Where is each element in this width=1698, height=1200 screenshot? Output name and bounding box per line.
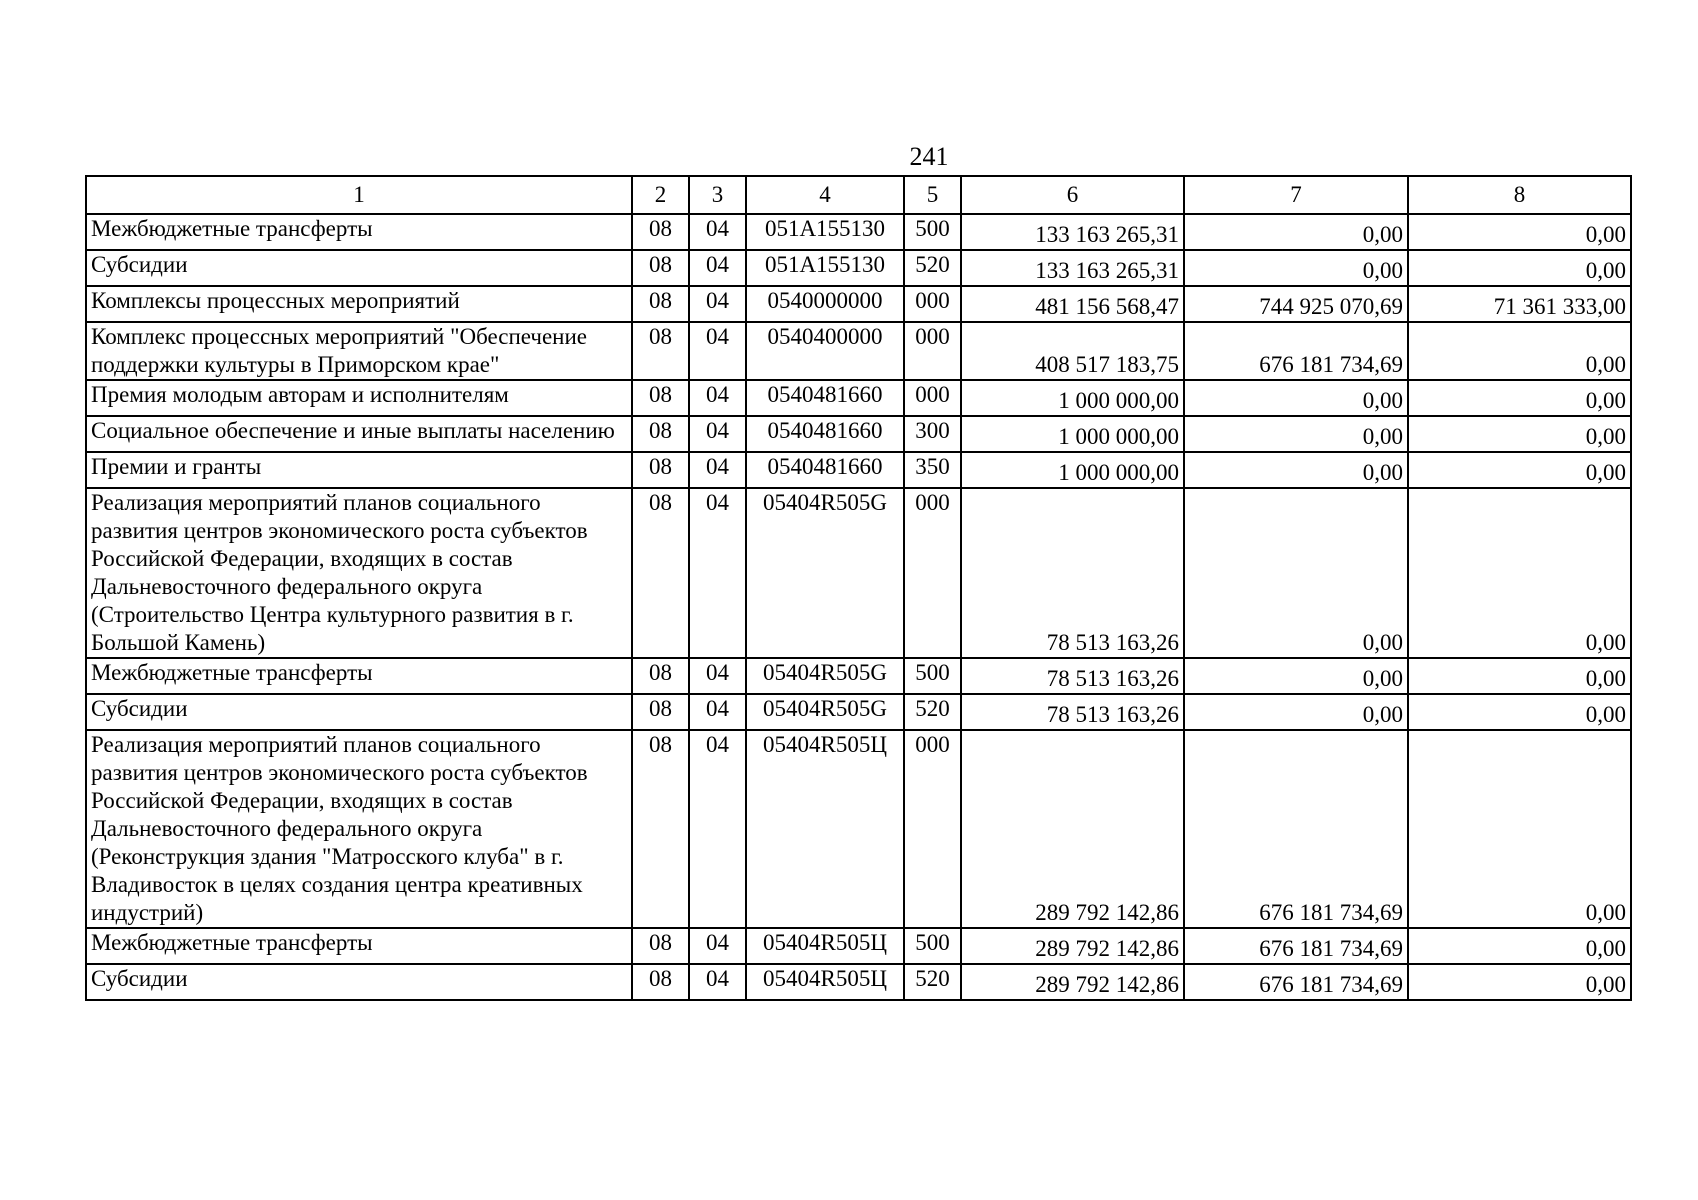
target-code-cell: 05404R505Ц	[746, 964, 904, 1000]
amount-cell-col7: 676 181 734,69	[1184, 730, 1408, 928]
target-code-cell: 05404R505G	[746, 658, 904, 694]
column-header: 6	[961, 176, 1184, 214]
subsection-code-cell: 04	[689, 214, 746, 250]
amount-cell-col7: 676 181 734,69	[1184, 928, 1408, 964]
amount-cell-col6: 78 513 163,26	[961, 658, 1184, 694]
expense-type-cell: 000	[904, 286, 961, 322]
target-code-cell: 05404R505Ц	[746, 928, 904, 964]
section-code-cell: 08	[632, 964, 689, 1000]
section-code-cell: 08	[632, 416, 689, 452]
subsection-code-cell: 04	[689, 658, 746, 694]
column-header: 8	[1408, 176, 1631, 214]
section-code-cell: 08	[632, 694, 689, 730]
amount-cell-col7: 0,00	[1184, 416, 1408, 452]
subsection-code-cell: 04	[689, 964, 746, 1000]
table-row	[86, 250, 1631, 286]
amount-cell-col7: 0,00	[1184, 694, 1408, 730]
row-name-cell: Реализация мероприятий планов социального развития центров экономического роста субъектов Российской Федерации, входящих в состав Дальневосточного федерального округа (Строительство Центра культурного развития в г. Большой Камень)	[86, 488, 632, 658]
amount-cell-col6: 289 792 142,86	[961, 730, 1184, 928]
subsection-code-cell: 04	[689, 286, 746, 322]
amount-cell-col7: 676 181 734,69	[1184, 964, 1408, 1000]
column-header: 7	[1184, 176, 1408, 214]
subsection-code-cell: 04	[689, 322, 746, 380]
expense-type-cell: 500	[904, 928, 961, 964]
target-code-cell: 0540000000	[746, 286, 904, 322]
table-body	[86, 214, 1631, 1000]
target-code-cell: 0540400000	[746, 322, 904, 380]
target-code-cell: 0540481660	[746, 416, 904, 452]
section-code-cell: 08	[632, 286, 689, 322]
row-name-cell: Межбюджетные трансферты	[86, 658, 632, 694]
amount-cell-col8: 0,00	[1408, 452, 1631, 488]
amount-cell-col6: 289 792 142,86	[961, 964, 1184, 1000]
amount-cell-col6: 1 000 000,00	[961, 452, 1184, 488]
column-header: 4	[746, 176, 904, 214]
expense-type-cell: 520	[904, 250, 961, 286]
table-row	[86, 730, 1631, 928]
subsection-code-cell: 04	[689, 380, 746, 416]
target-code-cell: 0540481660	[746, 452, 904, 488]
row-name-cell: Субсидии	[86, 694, 632, 730]
section-code-cell: 08	[632, 380, 689, 416]
expense-type-cell: 350	[904, 452, 961, 488]
subsection-code-cell: 04	[689, 928, 746, 964]
target-code-cell: 05404R505Ц	[746, 730, 904, 928]
section-code-cell: 08	[632, 658, 689, 694]
table-row	[86, 694, 1631, 730]
row-name-cell: Социальное обеспечение и иные выплаты населению	[86, 416, 632, 452]
table-row	[86, 658, 1631, 694]
amount-cell-col7: 0,00	[1184, 380, 1408, 416]
amount-cell-col6: 408 517 183,75	[961, 322, 1184, 380]
table-row	[86, 286, 1631, 322]
table-row	[86, 452, 1631, 488]
amount-cell-col6: 1 000 000,00	[961, 380, 1184, 416]
amount-cell-col8: 0,00	[1408, 658, 1631, 694]
target-code-cell: 05404R505G	[746, 694, 904, 730]
amount-cell-col7: 744 925 070,69	[1184, 286, 1408, 322]
row-name-cell: Реализация мероприятий планов социального развития центров экономического роста субъектов Российской Федерации, входящих в состав Дальневосточного федерального округа (Реконструкция здания "Матросского клуба" в г. Владивосток в целях создания центра креативных индустрий)	[86, 730, 632, 928]
page-number: 241	[909, 142, 949, 171]
expense-type-cell: 000	[904, 322, 961, 380]
amount-cell-col6: 133 163 265,31	[961, 214, 1184, 250]
amount-cell-col8: 0,00	[1408, 928, 1631, 964]
amount-cell-col6: 481 156 568,47	[961, 286, 1184, 322]
expense-type-cell: 520	[904, 694, 961, 730]
section-code-cell: 08	[632, 322, 689, 380]
expense-type-cell: 000	[904, 380, 961, 416]
row-name-cell: Субсидии	[86, 964, 632, 1000]
row-name-cell: Премии и гранты	[86, 452, 632, 488]
amount-cell-col7: 0,00	[1184, 488, 1408, 658]
subsection-code-cell: 04	[689, 730, 746, 928]
table-row	[86, 928, 1631, 964]
target-code-cell: 051A155130	[746, 214, 904, 250]
table-row	[86, 214, 1631, 250]
amount-cell-col8: 0,00	[1408, 694, 1631, 730]
section-code-cell: 08	[632, 250, 689, 286]
amount-cell-col8: 0,00	[1408, 416, 1631, 452]
target-code-cell: 0540481660	[746, 380, 904, 416]
amount-cell-col6: 1 000 000,00	[961, 416, 1184, 452]
expense-type-cell: 520	[904, 964, 961, 1000]
row-name-cell: Премия молодым авторам и исполнителям	[86, 380, 632, 416]
subsection-code-cell: 04	[689, 250, 746, 286]
table-row	[86, 322, 1631, 380]
section-code-cell: 08	[632, 452, 689, 488]
expense-type-cell: 000	[904, 730, 961, 928]
target-code-cell: 05404R505G	[746, 488, 904, 658]
amount-cell-col6: 133 163 265,31	[961, 250, 1184, 286]
row-name-cell: Комплексы процессных мероприятий	[86, 286, 632, 322]
amount-cell-col8: 0,00	[1408, 322, 1631, 380]
amount-cell-col6: 289 792 142,86	[961, 928, 1184, 964]
amount-cell-col8: 0,00	[1408, 964, 1631, 1000]
section-code-cell: 08	[632, 214, 689, 250]
amount-cell-col6: 78 513 163,26	[961, 694, 1184, 730]
table-row	[86, 416, 1631, 452]
amount-cell-col8: 0,00	[1408, 214, 1631, 250]
column-header: 3	[689, 176, 746, 214]
amount-cell-col8: 0,00	[1408, 250, 1631, 286]
column-header: 2	[632, 176, 689, 214]
row-name-cell: Межбюджетные трансферты	[86, 928, 632, 964]
table-row	[86, 380, 1631, 416]
row-name-cell: Субсидии	[86, 250, 632, 286]
expense-type-cell: 000	[904, 488, 961, 658]
subsection-code-cell: 04	[689, 416, 746, 452]
subsection-code-cell: 04	[689, 452, 746, 488]
row-name-cell: Межбюджетные трансферты	[86, 214, 632, 250]
section-code-cell: 08	[632, 928, 689, 964]
amount-cell-col7: 0,00	[1184, 250, 1408, 286]
amount-cell-col8: 0,00	[1408, 380, 1631, 416]
column-header: 1	[86, 176, 632, 214]
table-row	[86, 488, 1631, 658]
expense-type-cell: 300	[904, 416, 961, 452]
expense-type-cell: 500	[904, 658, 961, 694]
amount-cell-col8: 71 361 333,00	[1408, 286, 1631, 322]
subsection-code-cell: 04	[689, 488, 746, 658]
section-code-cell: 08	[632, 488, 689, 658]
section-code-cell: 08	[632, 730, 689, 928]
amount-cell-col7: 0,00	[1184, 658, 1408, 694]
budget-table	[85, 175, 1632, 1001]
header-row	[86, 176, 1631, 214]
amount-cell-col8: 0,00	[1408, 488, 1631, 658]
column-header: 5	[904, 176, 961, 214]
amount-cell-col7: 676 181 734,69	[1184, 322, 1408, 380]
row-name-cell: Комплекс процессных мероприятий "Обеспечение поддержки культуры в Приморском крае"	[86, 322, 632, 380]
amount-cell-col7: 0,00	[1184, 214, 1408, 250]
table-row	[86, 964, 1631, 1000]
amount-cell-col8: 0,00	[1408, 730, 1631, 928]
amount-cell-col7: 0,00	[1184, 452, 1408, 488]
target-code-cell: 051A155130	[746, 250, 904, 286]
expense-type-cell: 500	[904, 214, 961, 250]
subsection-code-cell: 04	[689, 694, 746, 730]
amount-cell-col6: 78 513 163,26	[961, 488, 1184, 658]
